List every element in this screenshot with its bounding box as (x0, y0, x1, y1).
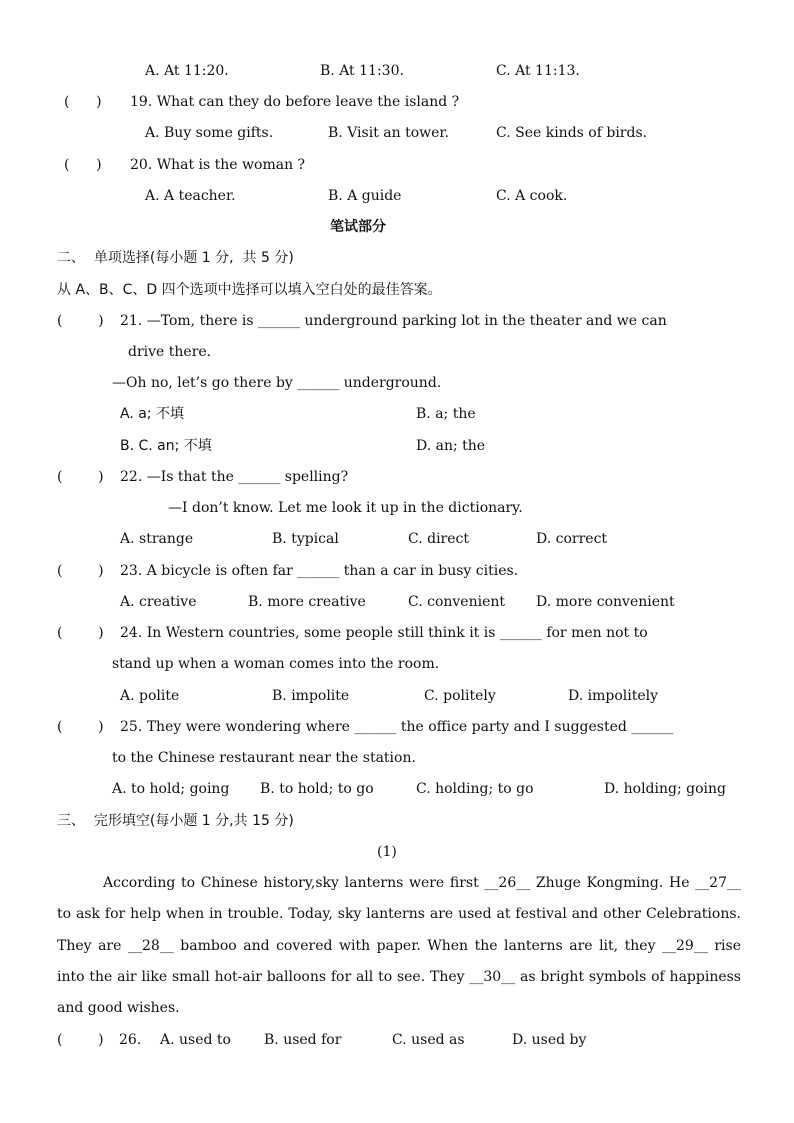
option-b: B. more creative (248, 594, 366, 610)
option-a: A. used to (160, 1032, 231, 1048)
option-a: A. strange (120, 531, 194, 547)
question-stem: 20. What is the woman ? (130, 157, 306, 173)
option-c: C. See kinds of birds. (496, 125, 648, 141)
question-stem: 23. A bicycle is often far ______ than a car in busy cities. (120, 563, 519, 579)
answer-bracket: ( ) (57, 563, 104, 579)
option-c: C. At 11:13. (496, 63, 580, 79)
option-a: A. polite (120, 688, 180, 704)
option-b: B. a; the (416, 406, 476, 422)
option-c: C. A cook. (496, 188, 568, 204)
question-stem-cont: to the Chinese restaurant near the station. (112, 750, 416, 766)
option-a: A. to hold; going (112, 781, 230, 797)
section-title: 笔试部分 (330, 219, 386, 235)
question-stem: 25. They were wondering where ______ the office party and I suggested ______ (120, 719, 674, 735)
answer-bracket: ( ) (64, 94, 102, 110)
answer-bracket: ( ) (57, 469, 104, 485)
answer-bracket: ( ) (57, 719, 104, 735)
option-b: B. At 11:30. (320, 63, 404, 79)
question-stem-cont: drive there. (128, 344, 212, 360)
section-heading: 二、 单项选择(每小题 1 分, 共 5 分) (57, 250, 294, 266)
option-b: B. A guide (328, 188, 402, 204)
option-c: C. politely (424, 688, 496, 704)
question-stem: 21. —Tom, there is ______ underground parking lot in the theater and we can (120, 313, 667, 329)
question-stem-cont: stand up when a woman comes into the room. (112, 656, 440, 672)
option-c: C. used as (392, 1032, 465, 1048)
option-a: A. At 11:20. (145, 63, 229, 79)
option-d: D. more convenient (536, 594, 675, 610)
cloze-passage: According to Chinese history,sky lanterns were first __26__ Zhuge Kongming. He __27__ to ask for help when in trouble. Today, sky lanterns are used at festival and other Celebrations. They are __28__ bamboo and covered with paper. When the lanterns are lit, they __29__ rise into the air like small hot-air balloons for all to see. They __30__ as bright symbols of happiness and good wishes. (57, 875, 741, 1017)
question-stem: 19. What can they do before leave the island ? (130, 94, 460, 110)
option-a: A. creative (120, 594, 197, 610)
option-c: C. direct (408, 531, 469, 547)
option-a: A. a; 不填 (120, 406, 184, 422)
part-label: (1) (377, 844, 397, 860)
option-c: C. holding; to go (416, 781, 534, 797)
option-a: A. A teacher. (145, 188, 236, 204)
answer-bracket: ( ) (57, 1032, 104, 1048)
option-c: B. C. an; 不填 (120, 438, 212, 454)
dialogue-reply: —Oh no, let’s go there by ______ underground. (112, 375, 442, 391)
question-stem: 24. In Western countries, some people still think it is ______ for men not to (120, 625, 648, 641)
option-d: D. holding; going (604, 781, 726, 797)
dialogue-reply: —I don’t know. Let me look it up in the dictionary. (168, 500, 523, 516)
instruction-text: 从 A、B、C、D 四个选项中选择可以填入空白处的最佳答案。 (57, 282, 442, 298)
option-b: B. impolite (272, 688, 350, 704)
option-d: D. an; the (416, 438, 486, 454)
option-b: B. Visit an tower. (328, 125, 450, 141)
option-a: A. Buy some gifts. (145, 125, 274, 141)
question-stem: 22. —Is that the ______ spelling? (120, 469, 349, 485)
answer-bracket: ( ) (57, 625, 104, 641)
section-heading: 三、 完形填空(每小题 1 分,共 15 分) (57, 813, 294, 829)
option-b: B. used for (264, 1032, 342, 1048)
question-stem: 26. (119, 1032, 142, 1048)
answer-bracket: ( ) (64, 157, 102, 173)
option-b: B. to hold; to go (260, 781, 374, 797)
answer-bracket: ( ) (57, 313, 104, 329)
option-d: D. used by (512, 1032, 587, 1048)
option-d: D. impolitely (568, 688, 659, 704)
option-b: B. typical (272, 531, 339, 547)
option-c: C. convenient (408, 594, 506, 610)
option-d: D. correct (536, 531, 608, 547)
